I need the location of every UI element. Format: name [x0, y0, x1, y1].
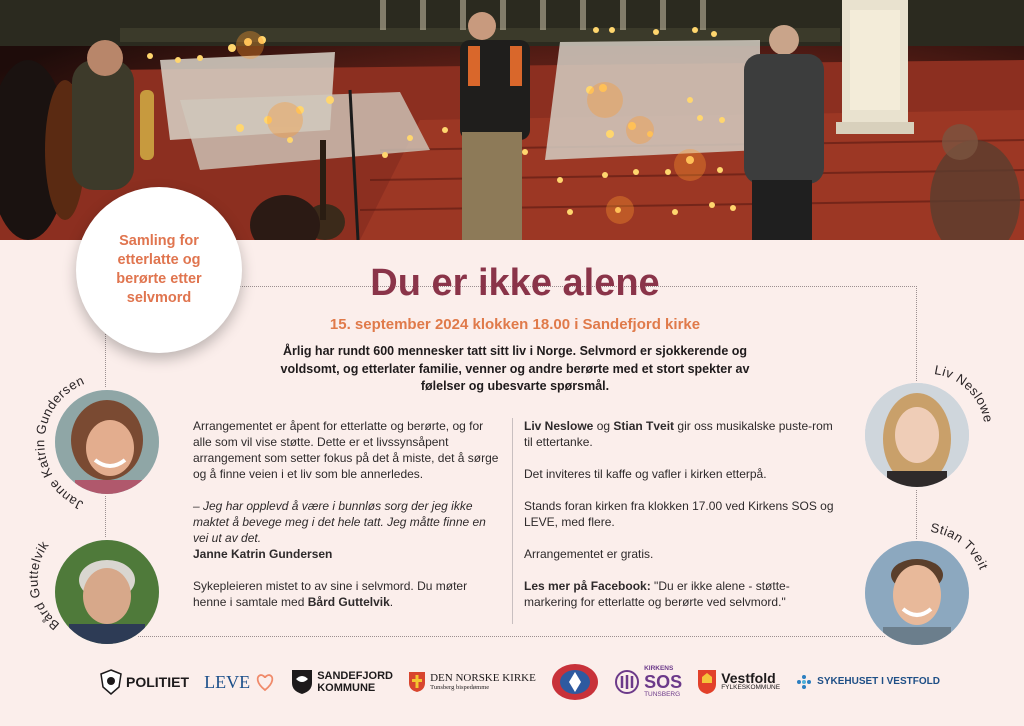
logo-kirke-title: DEN NORSKE KIRKE: [430, 672, 536, 684]
name-stian: Stian Tveit: [929, 520, 992, 572]
logo-fire-badge: [551, 662, 599, 702]
right-paragraph-1: [524, 418, 836, 450]
vestfold-crest-icon: [697, 669, 717, 695]
logo-sandefjord: [291, 669, 393, 695]
name-janne: Janne Katrin Gundersen: [32, 372, 87, 513]
event-tagline-bubble: [76, 187, 242, 353]
right-paragraph-5: [524, 578, 836, 610]
sykehuset-dots-icon: [795, 673, 813, 691]
right-paragraph-1-og: og: [593, 419, 614, 433]
right-paragraph-2: Det inviteres til kaffe og vafler i kirken etterpå.: [524, 467, 767, 481]
logo-sos-text: [644, 665, 682, 699]
logo-kirkens-sos: [614, 665, 682, 699]
left-paragraph-3-name: Bård Guttelvik: [307, 595, 390, 609]
facebook-text: "Du er ikke alene - støtte-markering for etterlatte og berørte ved selvmord.": [524, 579, 790, 609]
church-cross-icon: [408, 671, 426, 693]
right-paragraph-3: Stands foran kirken fra klokken 17.00 ved Kirkens SOS og LEVE, med flere.: [524, 499, 834, 529]
logo-sos-line1: KIRKENS: [644, 665, 674, 672]
partner-logos: [100, 662, 940, 702]
quote-author: Janne Katrin Gundersen: [193, 547, 333, 561]
sandefjord-crest-icon: [291, 669, 313, 695]
logo-leve-text: LEVE: [204, 672, 251, 692]
column-divider: [512, 418, 513, 624]
left-paragraph-1: Arrangementet er åpent for etterlatte og berørte, og for alle som vil vise støtte. Dette er et livssynsåpent arrangement som setter fokus på det å miste, det å sørge og å finne veien i et liv som ble annerledes.: [193, 419, 499, 481]
logo-vestfold-text: [721, 672, 780, 692]
logo-kirke-sub: Tunsberg bispedømme: [430, 684, 490, 691]
right-paragraph-4: Arrangementet er gratis.: [524, 547, 654, 561]
quote-text: – Jeg har opplevd å være i bunnløs sorg der jeg ikke maktet å bevege meg i det hele tatt. Jeg måtte finne en vei ut av det.: [193, 499, 486, 545]
logo-vestfold: [697, 669, 780, 695]
logo-politiet-text: POLITIET: [126, 674, 189, 690]
logo-vestfold-sub: FYLKESKOMMUNE: [721, 684, 781, 691]
lead-paragraph: Årlig har rundt 600 mennesker tatt sitt liv i Norge. Selvmord er sjokkerende og voldsomt, og etterlater familie, venner og andre berørte med et stort spekter av følelser og ubesvarte spørsmål.: [280, 344, 750, 393]
page-title: Du er ikke alene: [370, 262, 660, 304]
logo-sandefjord-text: [317, 670, 393, 694]
event-date-location: 15. september 2024 klokken 18.00 i Sandefjord kirke: [329, 316, 701, 333]
event-tagline: Samling for etterlatte og berørte etter selvmord: [116, 233, 202, 306]
svg-text:Liv Neslowe: [933, 362, 996, 424]
musician-name-1: Liv Neslowe: [524, 419, 594, 433]
svg-text:Stian Tveit: [929, 520, 991, 572]
logo-sos-line3: TUNSBERG: [644, 691, 681, 698]
logo-kirke-text: [430, 672, 536, 692]
left-paragraph-3-text: Sykepleieren mistet to av sine i selvmord. Du møter henne i samtale med: [193, 579, 468, 609]
police-crest-icon: [100, 669, 122, 695]
name-arc-liv: [846, 356, 1006, 516]
musician-name-2: Stian Tveit: [613, 419, 675, 433]
logo-sykehuset-text: SYKEHUSET I VESTFOLD: [817, 676, 940, 687]
kirkens-sos-icon: [614, 669, 640, 695]
logo-sandefjord-line1: SANDEFJORD: [317, 670, 393, 682]
heart-icon: [254, 671, 276, 693]
left-paragraph-3-end: .: [389, 595, 394, 609]
left-column: [193, 418, 501, 626]
name-liv: Liv Neslowe: [933, 362, 997, 424]
logo-den-norske-kirke: [408, 671, 536, 693]
name-bard: Bård Guttelvik: [25, 537, 62, 634]
left-paragraph-3: [193, 578, 501, 610]
logo-sykehuset: [795, 673, 940, 691]
svg-text:Janne Katrin Gundersen: [32, 372, 86, 513]
name-arc-janne: [28, 362, 188, 522]
right-column: [524, 418, 836, 626]
logo-vestfold-title: Vestfold: [721, 670, 776, 686]
svg-text:Bård Guttelvik: [26, 538, 62, 633]
logo-sandefjord-line2: KOMMUNE: [317, 682, 376, 694]
name-arc-bard: [25, 512, 188, 672]
fire-department-badge-icon: [551, 662, 599, 702]
logo-politiet: [100, 669, 189, 695]
right-paragraph-1-rest: gir oss musikalske puste-rom til ettertanke.: [524, 419, 833, 449]
logo-leve: [204, 671, 276, 693]
logo-sos-line2: SOS: [644, 672, 683, 692]
facebook-label: Les mer på Facebook:: [524, 579, 651, 593]
name-arc-stian: [846, 514, 1006, 674]
